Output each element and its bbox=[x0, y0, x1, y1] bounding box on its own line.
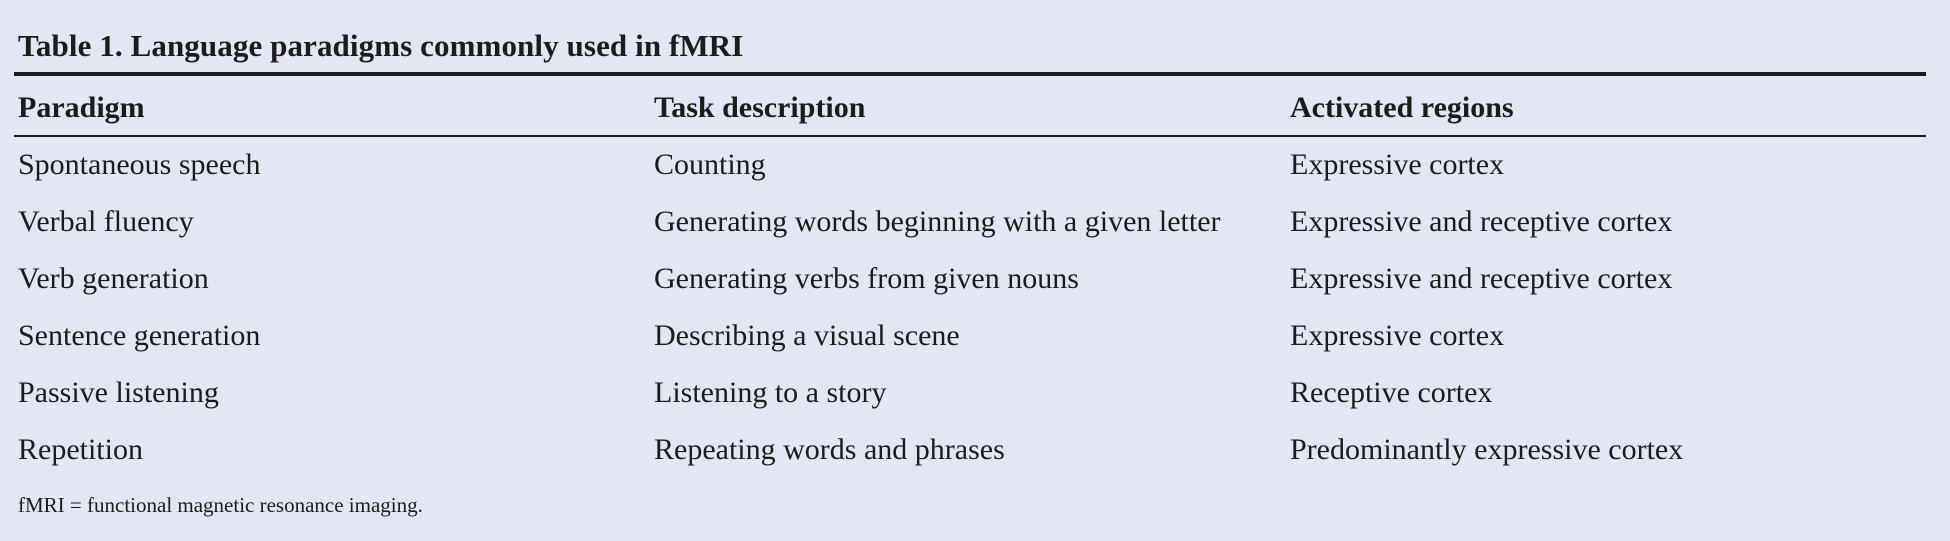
table-row bbox=[0, 430, 1950, 474]
cell-paradigm: Verbal fluency bbox=[18, 205, 194, 238]
cell-activated-regions: Expressive cortex bbox=[1290, 148, 1505, 181]
cell-task-description: Describing a visual scene bbox=[654, 319, 960, 352]
cell-task-description: Listening to a story bbox=[654, 376, 887, 409]
cell-task-description: Repeating words and phrases bbox=[654, 433, 1005, 466]
header-task-description: Task description bbox=[654, 91, 866, 124]
table-row bbox=[0, 259, 1950, 303]
cell-paradigm: Sentence generation bbox=[18, 319, 261, 352]
table-row bbox=[0, 316, 1950, 360]
table-header-row bbox=[0, 88, 1950, 128]
cell-activated-regions: Expressive and receptive cortex bbox=[1290, 262, 1673, 295]
cell-task-description: Generating verbs from given nouns bbox=[654, 262, 1079, 295]
table-row bbox=[0, 202, 1950, 246]
table-row bbox=[0, 145, 1950, 189]
cell-paradigm: Verb generation bbox=[18, 262, 209, 295]
cell-task-description: Counting bbox=[654, 148, 766, 181]
table-row bbox=[0, 373, 1950, 417]
cell-paradigm: Repetition bbox=[18, 433, 143, 466]
header-paradigm: Paradigm bbox=[18, 91, 145, 124]
cell-paradigm: Passive listening bbox=[18, 376, 219, 409]
table-title: Table 1. Language paradigms commonly used in fMRI bbox=[18, 28, 744, 63]
cell-activated-regions: Expressive and receptive cortex bbox=[1290, 205, 1673, 238]
cell-paradigm: Spontaneous speech bbox=[18, 148, 261, 181]
header-activated-regions: Activated regions bbox=[1290, 91, 1514, 124]
top-rule bbox=[14, 72, 1926, 76]
cell-activated-regions: Receptive cortex bbox=[1290, 376, 1493, 409]
cell-activated-regions: Expressive cortex bbox=[1290, 319, 1505, 352]
cell-task-description: Generating words beginning with a given letter bbox=[654, 205, 1221, 238]
header-rule bbox=[14, 135, 1926, 137]
table-footnote: fMRI = functional magnetic resonance imaging. bbox=[18, 493, 423, 517]
cell-activated-regions: Predominantly expressive cortex bbox=[1290, 433, 1684, 466]
